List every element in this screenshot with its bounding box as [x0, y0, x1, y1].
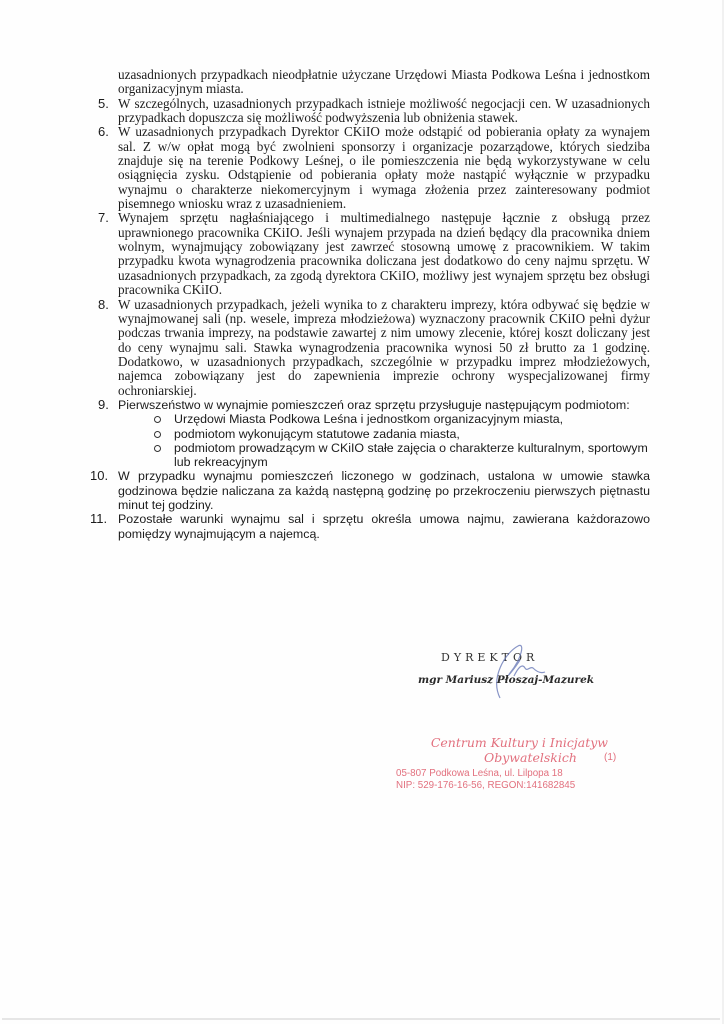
item-text: Pozostałe warunki wynajmu sal i sprzętu określa umowa najmu, zawierana każdorazowo pomiędzy wynajmującym a najemcą. — [118, 512, 650, 541]
item-number: 10. — [90, 468, 109, 484]
item-number: 9. — [98, 396, 109, 412]
circle-bullet-icon — [154, 416, 161, 423]
signatory-name: mgr Mariusz Płoszaj-Mazurek — [418, 674, 595, 686]
list-item-7 — [98, 211, 650, 297]
organization-stamp — [396, 735, 636, 792]
item-number: 5. — [98, 95, 109, 111]
item-text: W szczególnych, uzasadnionych przypadkach istnieje możliwość negocjacji cen. W uzasadnionych przypadkach dopuszcza się możliwość podwyższenia lub obniżenia stawek. — [118, 95, 650, 126]
item-text: Wynajem sprzętu nagłaśniającego i multimedialnego następuje łącznie z obsługą przez uprawnionego pracownika CKiIO. Jeśli wynajem przypada na dzień będący dla pracownika dniem wolnym, wynajmujący zobowiązany jest zawrzeć stosowną umowę z pracownikiem. W takim przypadku kwota wynagrodzenia pracownika doliczana jest dodatkowo do ceny najmu sprzętu. W uzasadnionych przypadkach, za zgodą dyrektora CKiIO, możliwy jest wynajem sprzętu bez obsługi pracownika CKiIO. — [118, 210, 650, 298]
item-number: 7. — [98, 210, 109, 226]
stamp-org-name: Centrum Kultury i Inicjatyw — [430, 735, 608, 750]
item-text: W uzasadnionych przypadkach Dyrektor CKiIO może odstąpić od pobierania opłaty za wynajem sal. Z w/w opłat mogą być zwolnieni sponsorzy i organizacje pozarządowe, których siedziba znajduje się na terenie Podkowy Leśnej, o ile pomieszczenia nie będą wykorzystywane w celu osiągnięcia zysku. Odstąpienie od pobierania opłaty może nastąpić wyłącznie w przypadku wynajmu o charakterze niekomercyjnym i wymaga złożenia przez zainteresowany podmiot pisemnego wniosku wraz z uzasadnieniem. — [118, 124, 650, 212]
item-number: 11. — [90, 511, 108, 527]
item-text: W uzasadnionych przypadkach, jeżeli wynika to z charakteru imprezy, która odbywać się będzie w wynajmowanej sali (np. wesele, impreza młodzieżowa) wyznaczony pracownik CKiIO pełni dyżur podczas trwania imprezy, na podstawie zawartej z nim umowy zlecenie, której koszt doliczany jest do ceny wynajmu sali. Stawka wynagrodzenia pracownika wynosi 50 zł brutto za 1 godzinę. Dodatkowo, w uzasadnionych przypadkach, szczególnie w przypadku imprez młodzieżowych, najemca zobowiązany jest do zapewnienia imprezie ochrony wyspecjalizowanej firmy ochroniarskiej. — [118, 296, 650, 398]
document-body — [90, 67, 650, 541]
scan-edge-line — [2, 1018, 720, 1020]
item-text: W przypadku wynajmu pomieszczeń liczonego w godzinach, ustalona w umowie stawka godzinowa będzie naliczana za każdą następną godzinę po przekroczeniu pierwszych piętnastu minut tej godziny. — [118, 469, 650, 512]
list-item-5 — [98, 97, 650, 126]
list-item-11 — [90, 511, 650, 541]
list-item-10 — [90, 468, 650, 512]
stamp-mark: (1) — [604, 752, 617, 763]
item-text: Pierwszeństwo w wynajmie pomieszczeń oraz sprzętu przysługuje następującym podmiotom: — [118, 397, 630, 412]
circle-bullet-icon — [154, 445, 161, 452]
priority-sublist — [118, 412, 650, 469]
list-item-6 — [98, 125, 650, 211]
sublist-item: podmiotom prowadzącym w CKiIO stałe zajęcia o charakterze kulturalnym, sportowym lub rekreacyjnym — [154, 441, 650, 470]
stamp-ids: NIP: 529-176-16-56, REGON:141682845 — [396, 780, 576, 791]
list-item-8 — [98, 298, 650, 398]
circle-bullet-icon — [154, 431, 161, 438]
signature-title: DYREKTOR — [441, 651, 539, 664]
list-item-9 — [98, 398, 650, 469]
stamp-address: 05-807 Podkowa Leśna, ul. Lilpopa 18 — [396, 768, 563, 779]
item-number: 8. — [98, 296, 109, 312]
sublist-item: Urzędowi Miasta Podkowa Leśna i jednostkom organizacyjnym miasta, — [154, 412, 650, 426]
sublist-item: podmiotom wykonującym statutowe zadania miasta, — [154, 427, 650, 441]
intro-continuation: uzasadnionych przypadkach nieodpłatnie użyczane Urzędowi Miasta Podkowa Leśna i jednostkom organizacyjnym miasta. — [118, 67, 650, 97]
rules-list — [90, 95, 650, 541]
stamp-org-name-2: Obywatelskich — [484, 750, 577, 765]
handwritten-signature-icon — [470, 638, 560, 703]
item-number: 6. — [98, 124, 109, 140]
